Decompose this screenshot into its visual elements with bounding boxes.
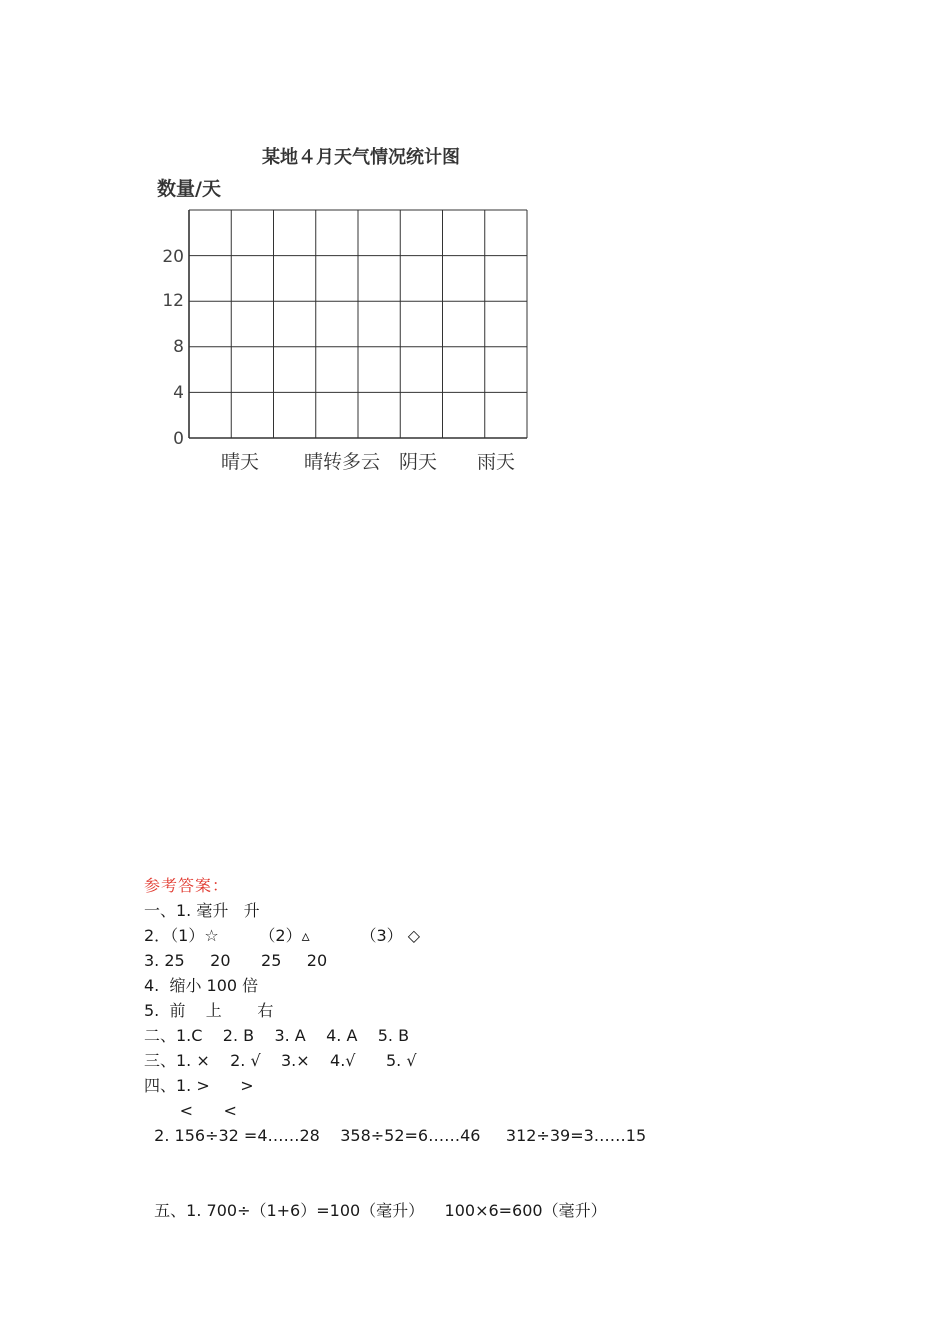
answer-line-8: 四、1. > >: [144, 1076, 254, 1095]
answers-gap: [144, 1148, 646, 1198]
y-tick-label: 0: [173, 429, 184, 449]
answer-line-3: 3. 25 20 25 20: [144, 951, 328, 970]
answer-line-6: 二、1.C 2. B 3. A 4. A 5. B: [144, 1026, 410, 1045]
y-tick-label: 4: [173, 383, 184, 403]
x-category-label: 晴转多云: [303, 451, 381, 473]
weather-chart-grid: [0, 0, 950, 520]
answer-line-4: 4. 缩小 100 倍: [144, 976, 259, 995]
y-axis-title: 数量/天: [157, 178, 221, 200]
answer-line-9: < <: [144, 1101, 237, 1120]
answer-line-10: 2. 156÷32 =4……28 358÷52=6……46 312÷39=3……15: [144, 1126, 647, 1145]
answer-line-1: 一、1. 毫升 升: [144, 901, 260, 920]
x-category-label: 晴天: [220, 451, 260, 473]
answer-line-5: 5. 前 上 右: [144, 1001, 274, 1020]
answer-section: [144, 873, 646, 1223]
answer-line-11: 五、1. 700÷（1+6）=100（毫升） 100×6=600（毫升）: [144, 1201, 607, 1220]
x-category-label: 雨天: [476, 451, 516, 473]
x-category-label: 阴天: [398, 451, 438, 473]
answer-line-2: 2．（1）☆ （2）▵ （3） ◇: [144, 926, 421, 945]
y-tick-label: 8: [173, 337, 184, 357]
y-tick-label: 20: [162, 247, 184, 267]
y-tick-label: 12: [162, 291, 184, 311]
answers-heading: 参考答案：: [144, 876, 230, 895]
chart-title: 某地４月天气情况统计图: [262, 147, 460, 168]
answer-line-7: 三、1. × 2. √ 3.× 4.√ 5. √: [144, 1051, 417, 1070]
